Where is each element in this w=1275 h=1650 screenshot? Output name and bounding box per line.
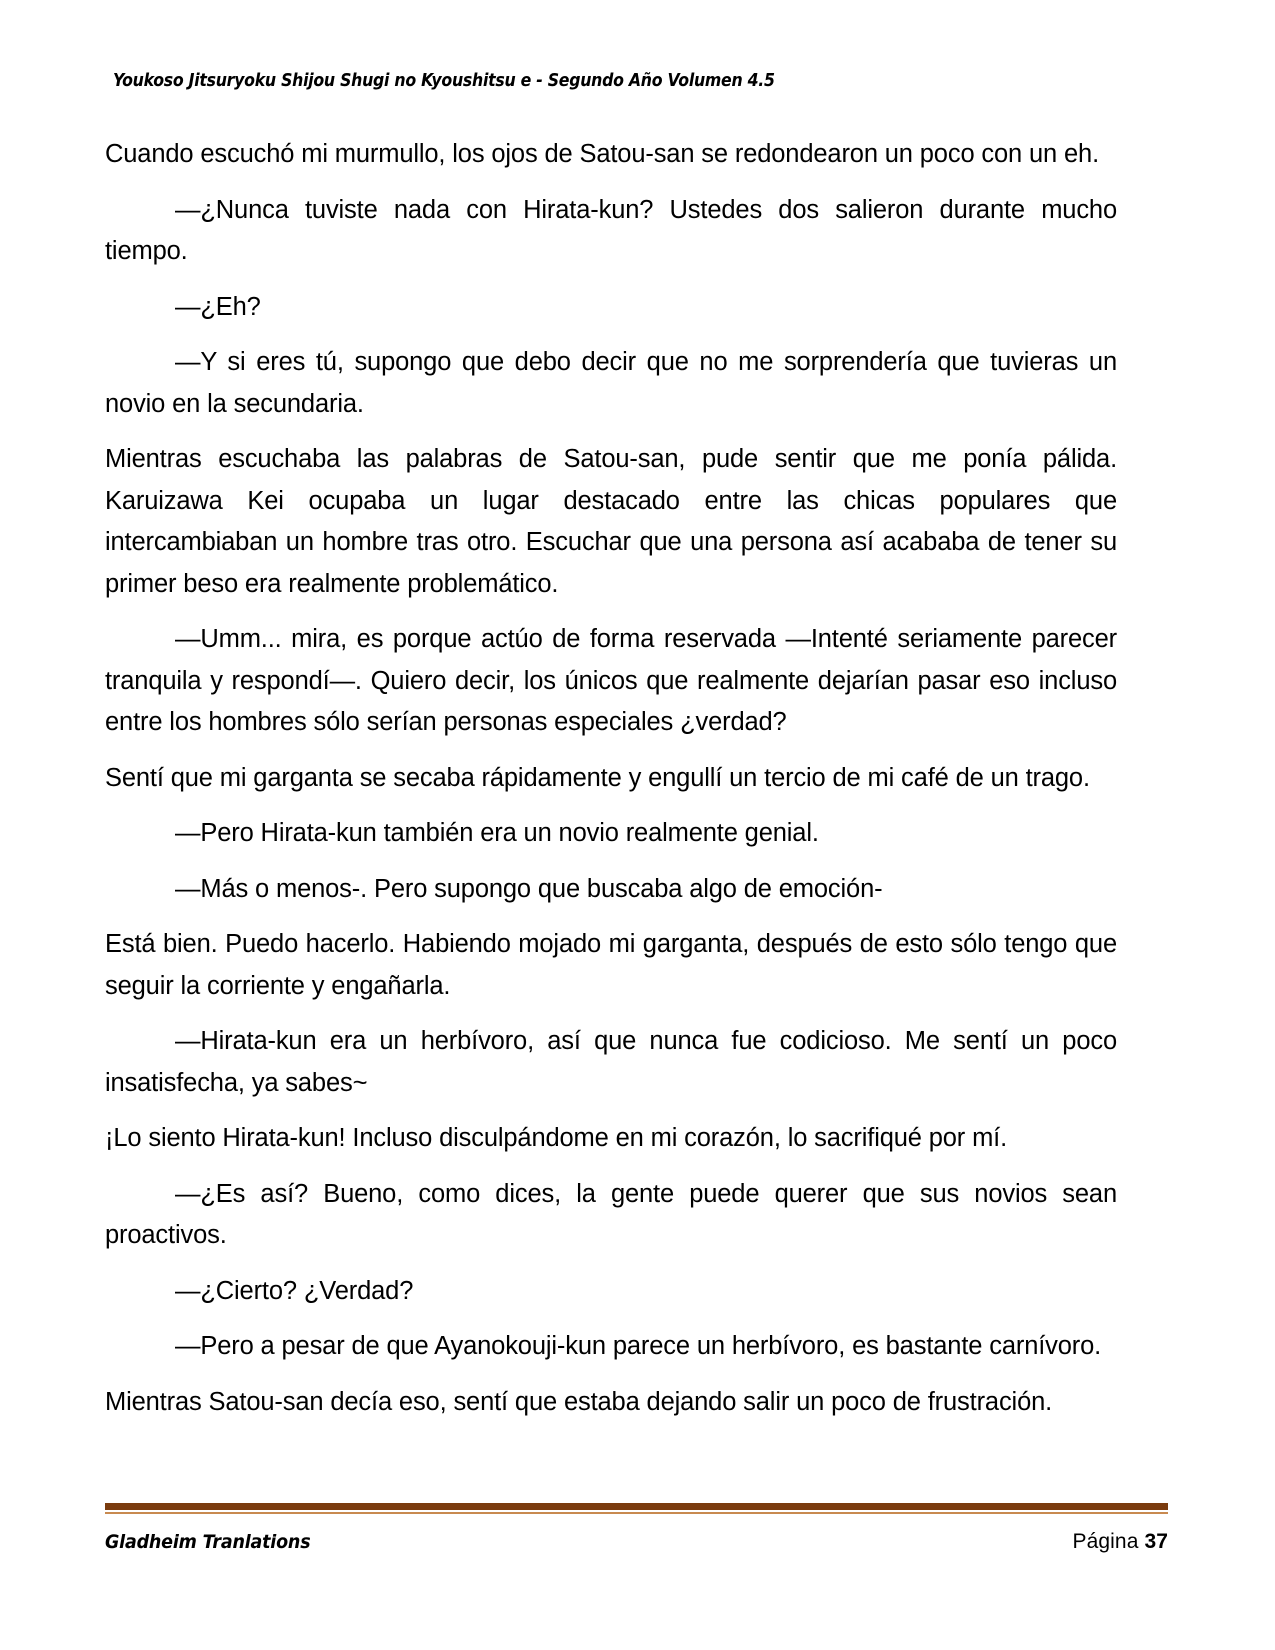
- body-paragraph: Mientras Satou-san decía eso, sentí que estaba dejando salir un poco de frustración.: [105, 1387, 1053, 1416]
- page-label: Página: [1072, 1530, 1139, 1553]
- body-paragraph: Mientras escuchaba las palabras de Satou-san, pude sentir que me ponía pálida. Karuizawa Kei ocupaba un lugar destacado entre las chicas populares que intercambiaban un hombre tras otro. Escuchar que una persona así acababa de tener su primer beso era realmente problemático.: [105, 445, 1117, 598]
- body-paragraph: —Pero a pesar de que Ayanokouji-kun parece un herbívoro, es bastante carnívoro.: [175, 1332, 1102, 1360]
- body-paragraph: —¿Es así? Bueno, como dices, la gente puede querer que sus novios sean proactivos.: [105, 1179, 1117, 1249]
- body-text-column: [105, 134, 1117, 1423]
- body-paragraph: —Y si eres tú, supongo que debo decir que no me sorprendería que tuvieras un novio en la secundaria.: [105, 348, 1117, 418]
- body-paragraph: Sentí que mi garganta se secaba rápidamente y engullí un tercio de mi café de un trago.: [105, 763, 1090, 792]
- body-paragraph: —Pero Hirata-kun también era un novio realmente genial.: [175, 819, 819, 847]
- body-paragraph: —Más o menos-. Pero supongo que buscaba algo de emoción-: [175, 874, 883, 903]
- footer-page-number: [1073, 1530, 1169, 1554]
- body-paragraph: Cuando escuchó mi murmullo, los ojos de Satou-san se redondearon un poco con un eh.: [105, 140, 1100, 168]
- page-footer: [105, 1503, 1168, 1554]
- running-header: [113, 70, 1163, 96]
- body-paragraph: —Hirata-kun era un herbívoro, así que nunca fue codicioso. Me sentí un poco insatisfecha, ya sabes~: [105, 1027, 1117, 1097]
- body-paragraph: ¡Lo siento Hirata-kun! Incluso disculpándome en mi corazón, lo sacrifiqué por mí.: [105, 1124, 1008, 1152]
- footer-brand: Gladheim Tranlations: [105, 1531, 311, 1553]
- footer-row: [105, 1530, 1168, 1554]
- body-paragraph: —¿Eh?: [175, 292, 261, 321]
- page-number-value: 37: [1144, 1530, 1168, 1553]
- body-paragraph: —Umm... mira, es porque actúo de forma reservada —Intenté seriamente parecer tranquila y respondí—. Quiero decir, los únicos que realmente dejarían pasar eso incluso entre los hombres sólo serían personas especiales ¿verdad?: [105, 625, 1117, 736]
- footer-rule-thick: [105, 1503, 1168, 1510]
- body-paragraph: —¿Nunca tuviste nada con Hirata-kun? Ustedes dos salieron durante mucho tiempo.: [105, 195, 1117, 265]
- footer-rule-thin: [105, 1512, 1168, 1514]
- body-paragraph: Está bien. Puedo hacerlo. Habiendo mojado mi garganta, después de esto sólo tengo que seguir la corriente y engañarla.: [105, 930, 1117, 1000]
- header-title: Youkoso Jitsuryoku Shijou Shugi no Kyoushitsu e - Segundo Año Volumen 4.5: [113, 71, 775, 91]
- body-paragraph: —¿Cierto? ¿Verdad?: [175, 1276, 414, 1305]
